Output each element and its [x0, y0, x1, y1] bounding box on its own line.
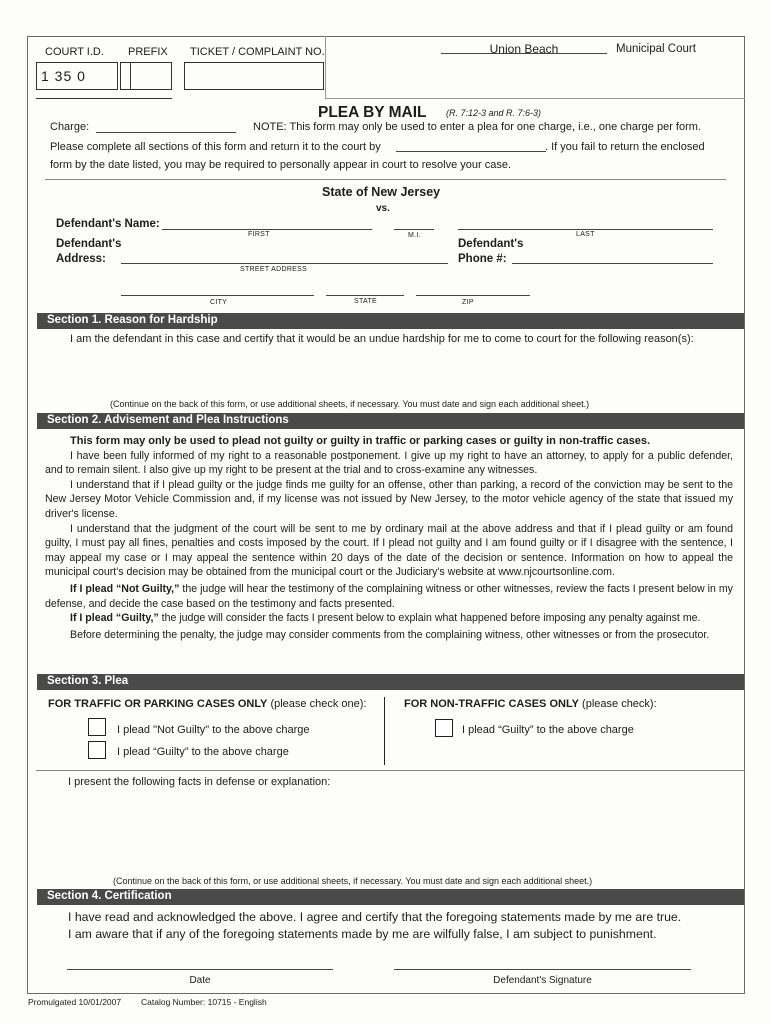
last-caption: LAST — [576, 231, 595, 238]
instruction-text-c: form by the date listed, you may be required to personally appear in court to resolve your case. — [50, 159, 512, 171]
not-guilty-checkbox[interactable] — [88, 718, 106, 736]
header-underline — [36, 98, 172, 99]
traffic-heading — [48, 698, 366, 710]
guilty-lead: If I plead “Guilty,” — [70, 612, 159, 625]
traffic-heading-rest: (please check one): — [267, 698, 367, 710]
catalog-number: Catalog Number: 10715 - English — [141, 997, 267, 1007]
phone-input[interactable] — [512, 252, 713, 264]
section3-header: Section 3. Plea — [37, 674, 744, 690]
section3-continue-note: (Continue on the back of this form, or use additional sheets, if necessary. You must date and sign each additional sheet.) — [113, 876, 593, 886]
ticket-label: TICKET / COMPLAINT NO. — [190, 46, 325, 58]
prefix-divider — [130, 62, 131, 90]
charge-note: NOTE: This form may only be used to enter a plea for one charge, i.e., one charge per form. — [253, 121, 701, 133]
facts-label: I present the following facts in defense or explanation: — [68, 776, 331, 788]
not-guilty-option-label: I plead "Not Guilty" to the above charge — [117, 724, 310, 736]
section2-paragraph-4 — [45, 582, 733, 611]
middle-initial-input[interactable] — [394, 218, 434, 230]
prefix-label: PREFIX — [128, 46, 168, 58]
section2-paragraph-1: I have been fully informed of my right to a reasonable postponement. I give up my right to have an attorney, to apply for a public defender, and to remain silent. I also give up my right to be present at the trial and to cross-examine any witnesses. — [45, 449, 733, 477]
court-id-label: COURT I.D. — [45, 46, 104, 58]
state-input[interactable] — [326, 284, 404, 296]
section2-body — [45, 434, 733, 642]
defendant-name-label: Defendant's Name: — [56, 218, 160, 230]
court-id-value: 1 35 0 — [41, 68, 86, 84]
city-input[interactable] — [121, 284, 314, 296]
guilty-option-label: I plead “Guilty” to the above charge — [117, 746, 289, 758]
prefix-field[interactable] — [120, 62, 172, 90]
form-rule-reference: (R. 7:12-3 and R. 7:6-3) — [446, 108, 542, 118]
facts-rule — [36, 770, 745, 771]
phone-label-1: Defendant's — [458, 238, 524, 250]
guilty-checkbox[interactable] — [88, 741, 106, 759]
caption-state: State of New Jersey — [322, 185, 441, 199]
zip-caption: ZIP — [462, 299, 474, 306]
charge-label: Charge: — [50, 121, 90, 133]
section2-paragraph-5 — [45, 611, 733, 626]
section1-continue-note: (Continue on the back of this form, or use additional sheets, if necessary. You must date and sign each additional sheet.) — [110, 399, 590, 409]
address-label-2: Address: — [56, 253, 106, 265]
not-guilty-lead: If I plead “Not Guilty,” — [70, 582, 180, 595]
date-label: Date — [189, 975, 211, 986]
section4-header: Section 4. Certification — [37, 889, 744, 905]
section1-header: Section 1. Reason for Hardship — [37, 313, 744, 329]
court-type: Municipal Court — [616, 43, 696, 55]
section2-paragraph-3: I understand that the judgment of the court will be sent to me by ordinary mail at the above address and that if I plead guilty or am found guilty, I must pay all fines, penalties and costs imposed by the court. If I plead not guilty and I am found guilty or if I disagree with the sentence, I may appeal my case or I may appeal the sentence within 20 days of the date of the decision or sentence. Information on how to appeal the municipal court's decision may be obtained from the municipal court or the Judiciary's website at www.njcourtsonline.com. — [45, 522, 733, 579]
signature-input[interactable] — [394, 958, 691, 970]
nontraffic-heading-bold: FOR NON-TRAFFIC CASES ONLY — [404, 698, 579, 710]
instruction-text-b: . If you fail to return the enclosed — [545, 141, 705, 153]
header-divider — [325, 36, 326, 98]
caption-rule — [45, 179, 726, 180]
last-name-input[interactable] — [458, 218, 713, 230]
signature-label: Defendant's Signature — [493, 975, 592, 986]
charge-input[interactable] — [96, 121, 236, 133]
facts-explanation-area[interactable] — [45, 792, 733, 872]
nontraffic-heading — [404, 698, 657, 710]
mi-caption: M.I. — [408, 232, 421, 239]
section2-heading: This form may only be used to plead not guilty or guilty in traffic or parking cases or guilty in non-traffic cases. — [70, 435, 651, 447]
section2-paragraph-6: Before determining the penalty, the judge may consider comments from the complaining witness, other witnesses or from the prosecutor. — [70, 628, 710, 641]
zip-input[interactable] — [416, 284, 530, 296]
plea-column-divider — [384, 697, 385, 765]
first-name-input[interactable] — [162, 218, 372, 230]
section2-header: Section 2. Advisement and Plea Instructions — [37, 413, 744, 429]
nontraffic-heading-rest: (please check): — [579, 698, 657, 710]
traffic-heading-bold: FOR TRAFFIC OR PARKING CASES ONLY — [48, 698, 268, 710]
section2-paragraph-2: I understand that if I plead guilty or the judge finds me guilty for an offense, other than parking, a record of the conviction may be sent to the New Jersey Motor Vehicle Commission and, if my license was not issued by New Jersey, to the motor vehicle agency of the state that issued my driver's license. — [45, 478, 733, 520]
return-by-date-input[interactable] — [396, 140, 546, 152]
street-address-input[interactable] — [121, 252, 448, 264]
phone-label-2: Phone #: — [458, 253, 507, 265]
street-caption: STREET ADDRESS — [240, 266, 308, 273]
address-label-1: Defendant's — [56, 238, 122, 250]
guilty-text: the judge will consider the facts I present below to explain what happened before imposing any penalty against me. — [158, 612, 701, 625]
state-caption: STATE — [354, 298, 378, 305]
header-bottom-rule — [325, 98, 745, 99]
instruction-text-a: Please complete all sections of this form and return it to the court by — [50, 141, 381, 153]
not-guilty-text: the judge will hear the testimony of the complaining witness or other witnesses, review the facts I present below in my defense, and decide the case based on the testimony and facts presented. — [45, 582, 733, 610]
hardship-reason-area[interactable] — [45, 347, 733, 397]
ticket-number-field[interactable] — [184, 62, 324, 90]
first-caption: FIRST — [248, 231, 270, 238]
caption-vs: vs. — [376, 203, 390, 214]
section1-text: I am the defendant in this case and certify that it would be an undue hardship for me to come to court for the following reason(s): — [70, 333, 694, 345]
municipality-name: Union Beach — [489, 42, 559, 56]
date-input[interactable] — [67, 958, 333, 970]
nontraffic-guilty-option-label: I plead “Guilty” to the above charge — [462, 724, 634, 736]
certification-line-2: I am aware that if any of the foregoing statements made by me are wilfully false, I am subject to punishment. — [68, 927, 657, 941]
form-title: PLEA BY MAIL — [318, 104, 427, 121]
city-caption: CITY — [210, 299, 228, 306]
certification-line-1: I have read and acknowledged the above. I agree and certify that the foregoing statements made by me are true. — [68, 910, 682, 924]
promulgated-date: Promulgated 10/01/2007 — [28, 997, 122, 1007]
nontraffic-guilty-checkbox[interactable] — [435, 719, 453, 737]
